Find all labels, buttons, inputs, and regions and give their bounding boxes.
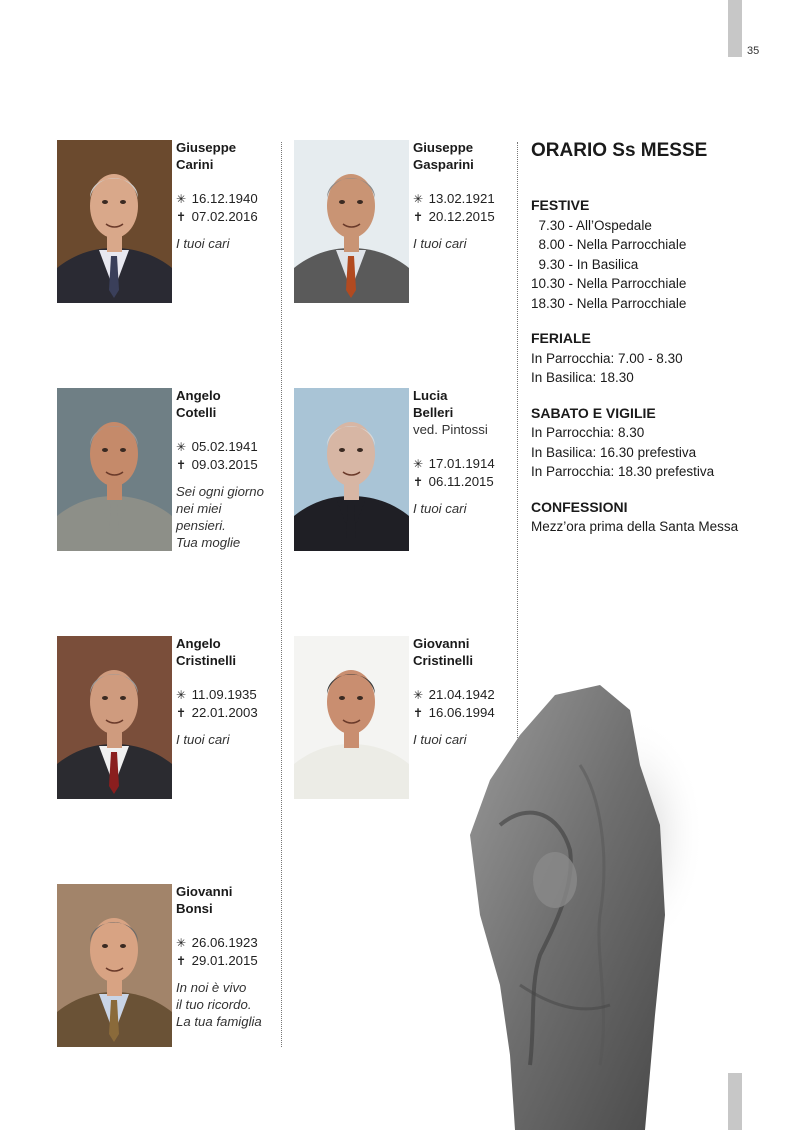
birth-star-icon: ✳ [176, 936, 187, 950]
deceased-name: Giuseppe Carini [176, 140, 237, 172]
portrait-photo [57, 636, 172, 799]
schedule-line: In Parrocchia: 18.30 prefestiva [531, 464, 715, 479]
memorial-message: Sei ogni giorno nei miei pensieri. Tua moglie [176, 484, 264, 550]
death-date-value: 07.02.2016 [191, 209, 258, 224]
deceased-name: Lucia Belleri [413, 388, 454, 420]
memorial-entry [294, 140, 524, 305]
memorial-info [176, 387, 291, 551]
memorial-entry [57, 388, 287, 553]
birth-star-icon: ✳ [413, 192, 424, 206]
birth-star-icon: ✳ [413, 457, 424, 471]
schedule-section-heading: CONFESSIONI [531, 498, 628, 515]
death-cross-icon: ✝ [176, 458, 187, 472]
birth-date [176, 934, 291, 952]
schedule-line: 8.00 - Nella Parrocchiale [531, 237, 687, 252]
birth-date-value: 16.12.1940 [191, 191, 258, 206]
schedule-sections [531, 196, 771, 537]
death-date-value: 29.01.2015 [191, 953, 258, 968]
death-cross-icon: ✝ [413, 210, 424, 224]
schedule-line: In Parrocchia: 8.30 [531, 425, 645, 440]
birth-date-value: 11.09.1935 [191, 687, 257, 702]
birth-star-icon: ✳ [413, 688, 424, 702]
memorial-message: I tuoi cari [413, 732, 467, 747]
birth-star-icon: ✳ [176, 192, 187, 206]
death-date-value: 09.03.2015 [191, 457, 258, 472]
death-cross-icon: ✝ [176, 954, 187, 968]
portrait-photo [57, 140, 172, 303]
portrait-photo [294, 388, 409, 551]
schedule-line: Mezz’ora prima della Santa Messa [531, 519, 739, 534]
death-date-value: 20.12.2015 [428, 209, 495, 224]
memorial-info [413, 387, 528, 517]
memorial-message: I tuoi cari [176, 732, 230, 747]
memorial-entry [57, 884, 287, 1049]
death-date [413, 208, 528, 226]
page-tab-marker [728, 0, 742, 57]
schedule-line: 7.30 - All’Ospedale [531, 217, 652, 233]
schedule-section [531, 196, 771, 313]
death-date-value: 16.06.1994 [428, 705, 495, 720]
birth-date [413, 190, 528, 208]
birth-date-value: 21.04.1942 [428, 687, 495, 702]
schedule-section-heading: FESTIVE [531, 197, 590, 213]
death-cross-icon: ✝ [176, 706, 187, 720]
memorial-message: I tuoi cari [413, 236, 467, 251]
deceased-name: Giovanni Cristinelli [413, 636, 474, 668]
memorial-entry [57, 636, 287, 801]
death-date [176, 952, 291, 970]
birth-star-icon: ✳ [176, 688, 187, 702]
death-cross-icon: ✝ [413, 706, 424, 720]
schedule-section [531, 404, 771, 482]
schedule-section [531, 329, 771, 388]
death-date-value: 06.11.2015 [428, 474, 494, 489]
mass-schedule [531, 138, 771, 553]
birth-date-value: 26.06.1923 [191, 935, 258, 950]
schedule-section-heading: SABATO E VIGILIE [531, 404, 656, 421]
page-number: 35 [747, 45, 760, 57]
schedule-line: 9.30 - In Basilica [531, 256, 639, 272]
schedule-line: In Basilica: 18.30 [531, 370, 634, 385]
memorial-message: I tuoi cari [413, 501, 467, 516]
schedule-line: In Parrocchia: 7.00 - 8.30 [531, 350, 683, 366]
birth-date-value: 05.02.1941 [191, 439, 258, 454]
schedule-section-heading: FERIALE [531, 330, 591, 346]
portrait-photo [57, 388, 172, 551]
birth-date [413, 455, 528, 473]
birth-date-value: 17.01.1914 [428, 456, 495, 471]
death-date [413, 473, 528, 491]
portrait-photo [57, 884, 172, 1047]
memorial-info [176, 139, 291, 252]
death-date-value: 22.01.2003 [191, 705, 258, 720]
memorial-message: I tuoi cari [176, 236, 230, 251]
memorial-entry [294, 388, 524, 553]
schedule-title: ORARIO Ss MESSE [531, 140, 708, 161]
memorial-info [413, 139, 528, 252]
birth-star-icon: ✳ [176, 440, 187, 454]
birth-date [176, 190, 291, 208]
death-cross-icon: ✝ [176, 210, 187, 224]
deceased-name: Giuseppe Gasparini [413, 140, 474, 172]
memorial-entry [57, 140, 287, 305]
memorial-info [176, 883, 291, 1030]
death-date [176, 704, 291, 722]
birth-date-value: 13.02.1921 [428, 191, 495, 206]
deceased-name: Angelo Cristinelli [176, 636, 237, 668]
statue-image [460, 685, 700, 1130]
portrait-photo [294, 636, 409, 799]
death-cross-icon: ✝ [413, 475, 424, 489]
birth-date [176, 686, 291, 704]
birth-date [176, 438, 291, 456]
deceased-name: Angelo Cotelli [176, 388, 221, 420]
deceased-name: Giovanni Bonsi [176, 884, 233, 916]
schedule-line: 18.30 - Nella Parrocchiale [531, 295, 687, 311]
deceased-note: ved. Pintossi [413, 422, 488, 437]
page-tab-marker-bottom [728, 1073, 742, 1130]
death-date [176, 208, 291, 226]
memorial-info [176, 635, 291, 748]
death-date [176, 456, 291, 474]
portrait-photo [294, 140, 409, 303]
memorial-message: In noi è vivo il tuo ricordo. La tua famiglia [176, 980, 262, 1029]
schedule-line: In Basilica: 16.30 prefestiva [531, 444, 697, 460]
schedule-section [531, 498, 771, 537]
schedule-line: 10.30 - Nella Parrocchiale [531, 276, 687, 291]
